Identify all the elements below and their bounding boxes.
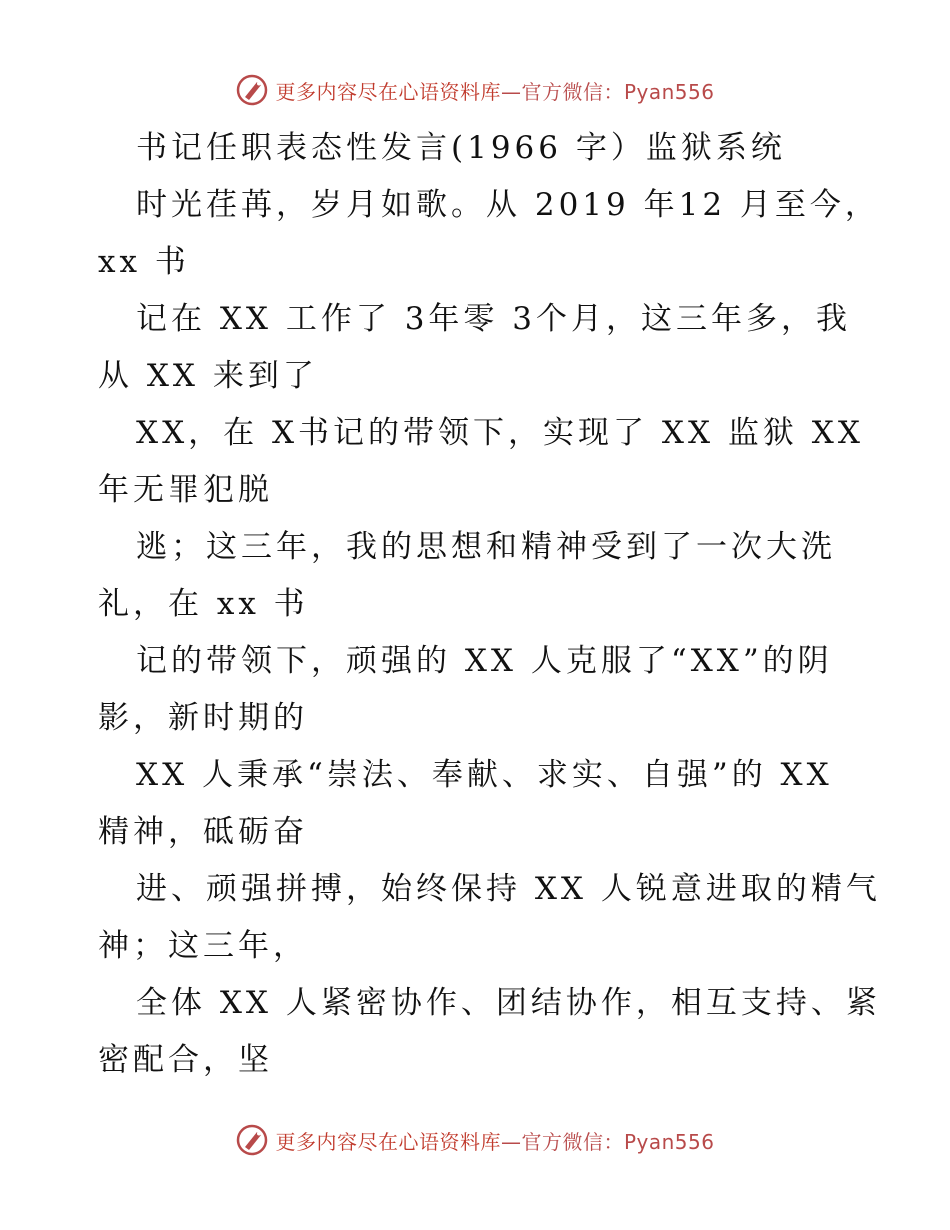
header-banner (0, 70, 950, 110)
text-line: xx 书 (98, 244, 190, 280)
banner-main-text: 更多内容尽在心语资料库 (275, 1129, 501, 1154)
text-line: 影，新时期的 (98, 700, 308, 736)
text-line: 精神，砥砺奋 (98, 814, 308, 850)
banner-dash: — (500, 79, 522, 104)
text-line: 时光荏苒，岁月如歌。从 2019 年12 月至今， (136, 187, 880, 223)
text-line: 礼，在 xx 书 (98, 586, 309, 622)
text-line: 从 XX 来到了 (98, 358, 318, 394)
text-line: 记的带领下，顽强的 XX 人克服了“XX”的阴 (136, 643, 833, 679)
text-line: 密配合，坚 (98, 1042, 273, 1078)
text-line: 神；这三年， (98, 928, 308, 964)
banner-text (275, 76, 714, 105)
pen-logo-icon (235, 73, 269, 107)
banner-wechat-text: 官方微信：Pyan556 (521, 79, 715, 104)
text-line: 记在 XX 工作了 3年零 3个月，这三年多，我 (136, 301, 851, 337)
footer-banner (0, 1120, 950, 1160)
text-line: 书记任职表态性发言(1966 字）监狱系统 (136, 130, 786, 166)
banner-dash: — (500, 1129, 522, 1154)
text-line: XX，在 X书记的带领下，实现了 XX 监狱 XX (136, 415, 864, 451)
document-body (98, 120, 881, 1089)
pen-logo-icon (235, 1123, 269, 1157)
text-line: 进、顽强拼搏，始终保持 XX 人锐意进取的精气 (136, 871, 881, 907)
banner-main-text: 更多内容尽在心语资料库 (275, 79, 501, 104)
text-line: XX 人秉承“崇法、奉献、求实、自强”的 XX (136, 757, 833, 793)
text-line: 年无罪犯脱 (98, 472, 273, 508)
text-line: 全体 XX 人紧密协作、团结协作，相互支持、紧 (136, 985, 881, 1021)
text-line: 逃；这三年，我的思想和精神受到了一次大洗 (136, 529, 836, 565)
banner-wechat-text: 官方微信：Pyan556 (521, 1129, 715, 1154)
banner-text (275, 1126, 714, 1155)
